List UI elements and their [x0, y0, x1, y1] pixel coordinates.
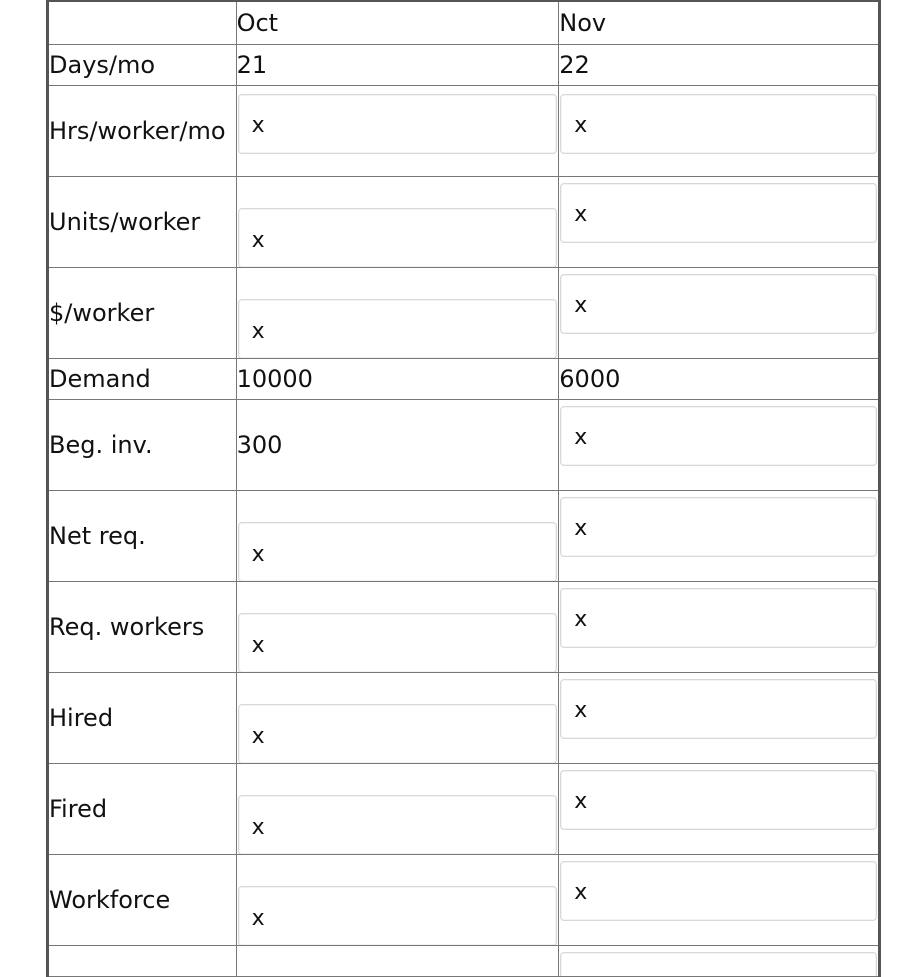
row-beginning-inventory [48, 400, 880, 491]
nov-input[interactable] [560, 770, 877, 830]
row-hired [48, 673, 880, 764]
oct-input[interactable] [238, 522, 558, 582]
input-value: x [574, 880, 588, 905]
input-value: x [574, 789, 588, 814]
oct-input[interactable] [238, 613, 558, 673]
row-label: Hired [48, 673, 237, 764]
nov-cell [559, 855, 880, 946]
row-days-per-month [48, 45, 880, 86]
oct-input[interactable] [238, 94, 558, 154]
nov-cell [559, 268, 880, 359]
row-hrs-per-worker [48, 86, 880, 177]
row-fired [48, 764, 880, 855]
nov-value: 22 [559, 45, 880, 86]
nov-cell [559, 946, 880, 977]
oct-input[interactable] [238, 886, 558, 946]
row-label: Req. workers [48, 582, 237, 673]
row-label: Workforce [48, 855, 237, 946]
oct-input[interactable] [238, 208, 558, 268]
nov-cell [559, 400, 880, 491]
oct-cell [236, 491, 559, 582]
nov-input[interactable] [560, 274, 877, 334]
oct-cell [236, 764, 559, 855]
oct-cell [236, 177, 559, 268]
row-label: Demand [48, 359, 237, 400]
oct-cell [236, 268, 559, 359]
oct-cell [236, 582, 559, 673]
input-value: x [574, 202, 588, 227]
oct-cell [236, 855, 559, 946]
nov-cell [559, 582, 880, 673]
nov-value: 6000 [559, 359, 880, 400]
input-value: x [251, 724, 265, 749]
row-dollars-per-worker [48, 268, 880, 359]
nov-input[interactable] [560, 183, 877, 243]
input-value: x [574, 293, 588, 318]
row-label: Fired [48, 764, 237, 855]
nov-cell [559, 764, 880, 855]
nov-input[interactable] [560, 861, 877, 921]
input-value: x [574, 516, 588, 541]
row-demand [48, 359, 880, 400]
row-label: Hrs/worker/mo [48, 86, 237, 177]
nov-cell [559, 491, 880, 582]
planning-table [46, 0, 881, 977]
nov-input[interactable] [560, 406, 877, 466]
header-row [48, 1, 880, 45]
oct-cell [236, 86, 559, 177]
oct-input[interactable] [238, 795, 558, 855]
input-value: x [251, 542, 265, 567]
nov-cell [559, 673, 880, 764]
input-value: x [574, 607, 588, 632]
oct-value: 300 [236, 400, 559, 491]
input-value: x [251, 228, 265, 253]
header-oct: Oct [236, 1, 559, 45]
oct-input[interactable] [238, 704, 558, 764]
oct-value: 21 [236, 45, 559, 86]
nov-input[interactable] [560, 588, 877, 648]
nov-input[interactable] [560, 952, 877, 977]
nov-input[interactable] [560, 94, 877, 154]
header-label-cell [48, 1, 237, 45]
header-nov: Nov [559, 1, 880, 45]
row-label: Net req. [48, 491, 237, 582]
input-value: x [251, 113, 265, 138]
empty-cell [48, 946, 237, 977]
input-value: x [574, 425, 588, 450]
row-label: Beg. inv. [48, 400, 237, 491]
row-workforce [48, 855, 880, 946]
nov-input[interactable] [560, 679, 877, 739]
row-units-per-worker [48, 177, 880, 268]
input-value: x [251, 815, 265, 840]
nov-cell [559, 86, 880, 177]
input-value: x [251, 319, 265, 344]
row-label: Days/mo [48, 45, 237, 86]
input-value: x [251, 633, 265, 658]
oct-cell [236, 673, 559, 764]
oct-value: 10000 [236, 359, 559, 400]
input-value: x [574, 113, 588, 138]
input-value: x [574, 698, 588, 723]
oct-input[interactable] [238, 299, 558, 359]
input-value: x [251, 906, 265, 931]
row-partial [48, 946, 880, 977]
row-label: $/worker [48, 268, 237, 359]
row-net-requirement [48, 491, 880, 582]
row-required-workers [48, 582, 880, 673]
empty-cell [236, 946, 559, 977]
row-label: Units/worker [48, 177, 237, 268]
nov-cell [559, 177, 880, 268]
nov-input[interactable] [560, 497, 877, 557]
